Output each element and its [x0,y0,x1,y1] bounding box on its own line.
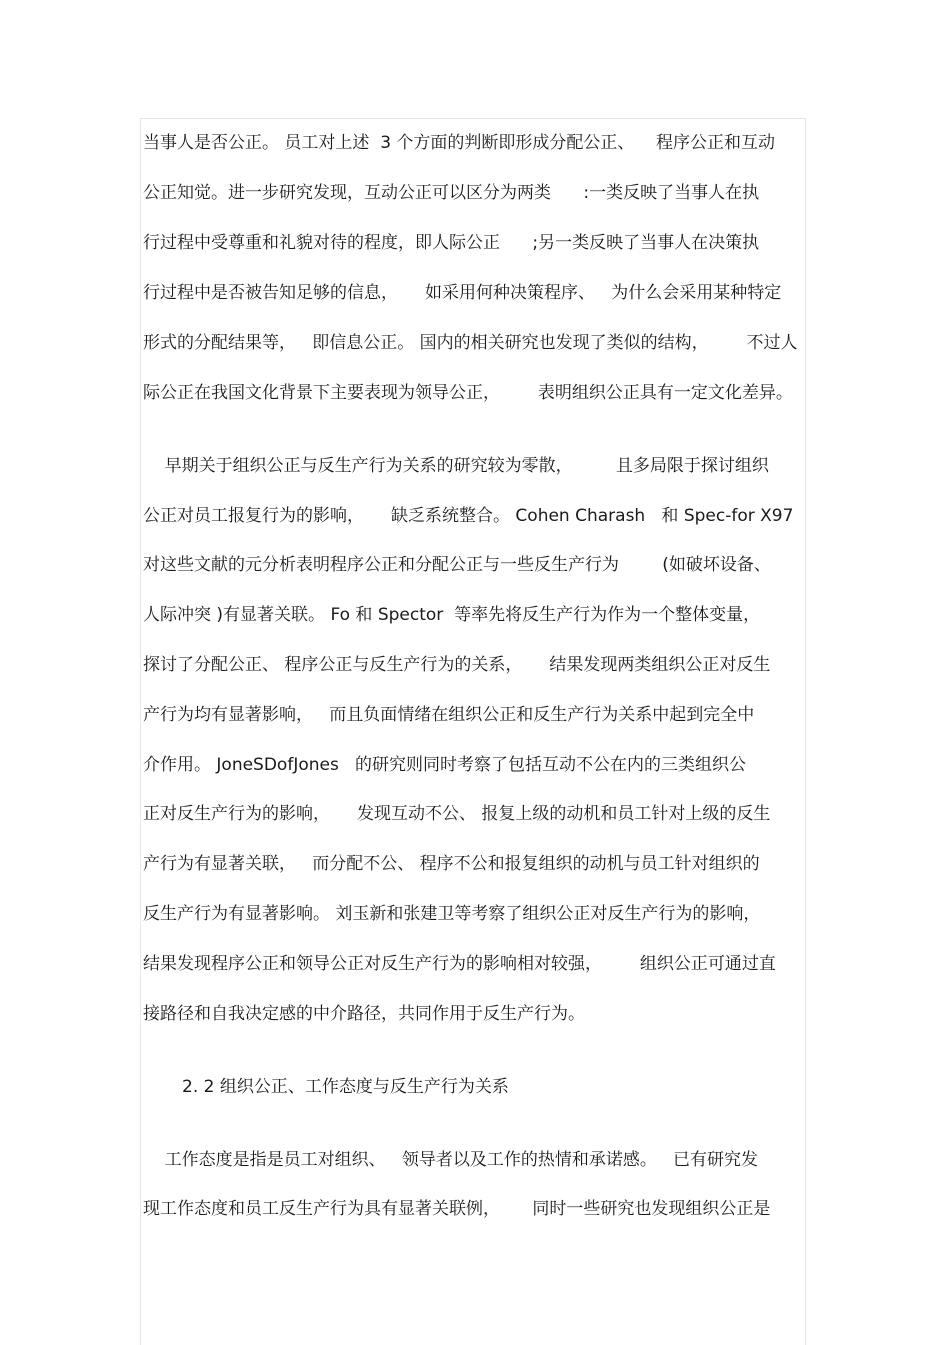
paragraph-2-line-10: 反生产行为有显著影响。 刘玉新和张建卫等考察了组织公正对反生产行为的影响， [143,904,761,924]
section-heading: 2. 2 组织公正、工作态度与反生产行为关系 [182,1077,509,1097]
paragraph-3-line-2: 现工作态度和员工反生产行为具有显著关联例， 同时一些研究也发现组织公正是 [143,1199,771,1219]
paragraph-2-line-6: 产行为均有显著影响， 而且负面情绪在组织公正和反生产行为关系中起到完全中 [143,705,755,725]
paragraph-1-line-1: 当事人是否公正。 员工对上述 3 个方面的判断即形成分配公正、 程序公正和互动 [143,133,776,153]
paragraph-1-line-5: 形式的分配结果等， 即信息公正。 国内的相关研究也发现了类似的结构， 不过人 [143,333,798,353]
paragraph-1-line-2: 公正知觉。进一步研究发现，互动公正可以区分为两类 :一类反映了当事人在执 [143,183,760,203]
paragraph-2-line-1: 早期关于组织公正与反生产行为关系的研究较为零散， 且多局限于探讨组织 [143,456,769,476]
paragraph-3-line-1: 工作态度是指是员工对组织、 领导者以及工作的热情和承诺感。 已有研究发 [143,1150,759,1170]
paragraph-1-line-4: 行过程中是否被告知足够的信息， 如采用何种决策程序、 为什么会采用某种特定 [143,283,782,303]
paragraph-1-line-3: 行过程中受尊重和礼貌对待的程度，即人际公正 ;另一类反映了当事人在决策执 [143,233,760,253]
paragraph-2-line-8: 正对反生产行为的影响， 发现互动不公、 报复上级的动机和员工针对上级的反生 [143,804,771,824]
paragraph-1-line-6: 际公正在我国文化背景下主要表现为领导公正， 表明组织公正具有一定文化差异。 [143,383,793,403]
paragraph-2-line-5: 探讨了分配公正、 程序公正与反生产行为的关系， 结果发现两类组织公正对反生 [143,655,771,675]
paragraph-2-line-9: 产行为有显著关联， 而分配不公、 程序不公和报复组织的动机与员工针对组织的 [143,854,760,874]
paragraph-2-line-12: 接路径和自我决定感的中介路径，共同作用于反生产行为。 [143,1004,585,1024]
paragraph-2-line-7: 介作用。 JoneSDofJones 的研究则同时考察了包括互动不公在内的三类组织公 [143,755,747,775]
paragraph-2-line-11: 结果发现程序公正和领导公正对反生产行为的影响相对较强， 组织公正可通过直 [143,954,776,974]
paragraph-2-line-4: 人际冲突 )有显著关联。 Fo 和 Spector 等率先将反生产行为作为一个整体变量， [143,605,761,625]
paragraph-2-line-3: 对这些文献的元分析表明程序公正和分配公正与一些反生产行为 (如破坏设备、 [143,555,771,575]
paragraph-2-line-2: 公正对员工报复行为的影响， 缺乏系统整合。 Cohen Charash 和 Spec-for X97 [143,506,794,526]
